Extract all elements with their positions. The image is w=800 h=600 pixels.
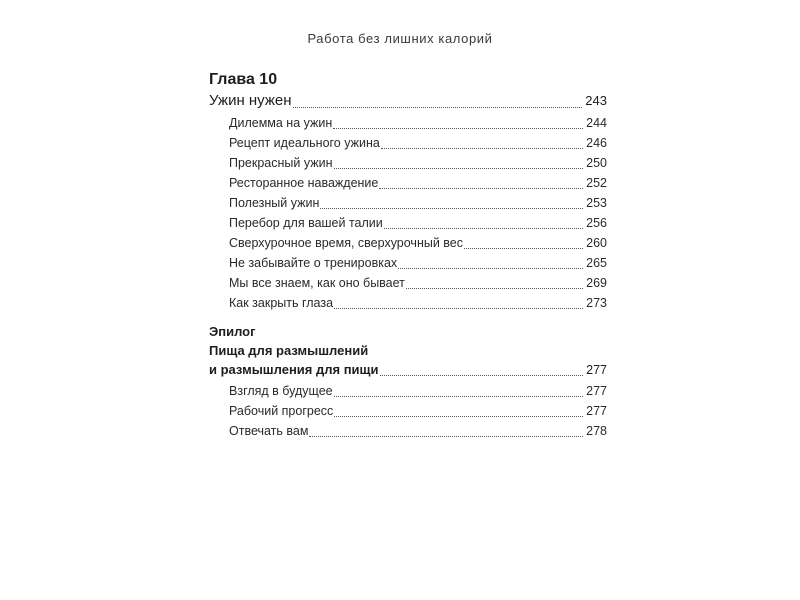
toc-entry-title: Ужин нужен <box>209 92 292 109</box>
toc-entry-page: 253 <box>586 196 607 210</box>
toc-entry <box>209 293 607 313</box>
dot-leader <box>309 436 583 437</box>
toc-entry-page: 277 <box>586 384 607 398</box>
toc-entry-page: 246 <box>586 136 607 150</box>
toc-entry-page: 278 <box>586 424 607 438</box>
dot-leader <box>381 148 583 149</box>
dot-leader <box>384 228 583 229</box>
toc-entry-page: 273 <box>586 296 607 310</box>
toc-entry-page: 252 <box>586 176 607 190</box>
dot-leader <box>334 168 584 169</box>
toc-entry-title: Перебор для вашей талии <box>229 216 383 230</box>
toc-entry-title: Как закрыть глаза <box>229 296 334 310</box>
toc-entry <box>209 401 607 421</box>
toc-entry-page: 260 <box>586 236 607 250</box>
dot-leader <box>293 107 583 108</box>
dot-leader <box>406 288 583 289</box>
toc-entry <box>209 213 607 233</box>
toc-entry <box>209 113 607 133</box>
dot-leader <box>398 268 583 269</box>
toc-entry-title: Рабочий прогресс <box>229 404 334 418</box>
toc-entry <box>209 133 607 153</box>
toc-entry-title: Взгляд в будущее <box>229 384 333 398</box>
toc-entry-page: 277 <box>586 363 607 377</box>
table-of-contents <box>209 70 607 441</box>
toc-entry <box>209 153 607 173</box>
toc-entry <box>209 253 607 273</box>
toc-entry-title: Рецепт идеального ужина <box>229 136 380 150</box>
toc-entry-page: 244 <box>586 116 607 130</box>
dot-leader <box>334 396 584 397</box>
epilog-title-line-1: Пища для размышлений <box>209 343 369 358</box>
dot-leader <box>320 208 583 209</box>
toc-entry <box>209 273 607 293</box>
dot-leader <box>464 248 583 249</box>
toc-entry-epilog-title <box>209 360 607 380</box>
toc-entry-page: 250 <box>586 156 607 170</box>
epilog-section <box>209 322 607 441</box>
toc-entry-title: и размышления для пищи <box>209 362 379 377</box>
toc-entry <box>209 193 607 213</box>
dot-leader <box>333 128 583 129</box>
toc-entry-page: 269 <box>586 276 607 290</box>
toc-entry-title: Мы все знаем, как оно бывает <box>229 276 405 290</box>
toc-entry-title: Сверхурочное время, сверхурочный вес <box>229 236 463 250</box>
toc-entry-title: Ресторанное наваждение <box>229 176 379 190</box>
toc-entry <box>209 421 607 441</box>
toc-entry <box>209 233 607 253</box>
toc-entry-title: Не забывайте о тренировках <box>229 256 398 270</box>
toc-entry-title: Отвечать вам <box>229 424 309 438</box>
toc-entry <box>209 381 607 401</box>
toc-entry-title: Дилемма на ужин <box>229 116 333 130</box>
toc-entry-title: Прекрасный ужин <box>229 156 333 170</box>
chapter-label: Глава 10 <box>209 71 278 88</box>
epilog-label: Эпилог <box>209 324 256 339</box>
toc-entry-chapter-title <box>209 90 607 112</box>
dot-leader <box>334 308 583 309</box>
dot-leader <box>380 375 584 376</box>
toc-entry-page: 256 <box>586 216 607 230</box>
dot-leader <box>334 416 583 417</box>
toc-entry <box>209 173 607 193</box>
running-head: Работа без лишних калорий <box>307 31 493 46</box>
toc-entry-page: 277 <box>586 404 607 418</box>
toc-entry-page: 243 <box>585 93 607 108</box>
dot-leader <box>379 188 583 189</box>
toc-entry-title: Полезный ужин <box>229 196 320 210</box>
toc-entry-page: 265 <box>586 256 607 270</box>
